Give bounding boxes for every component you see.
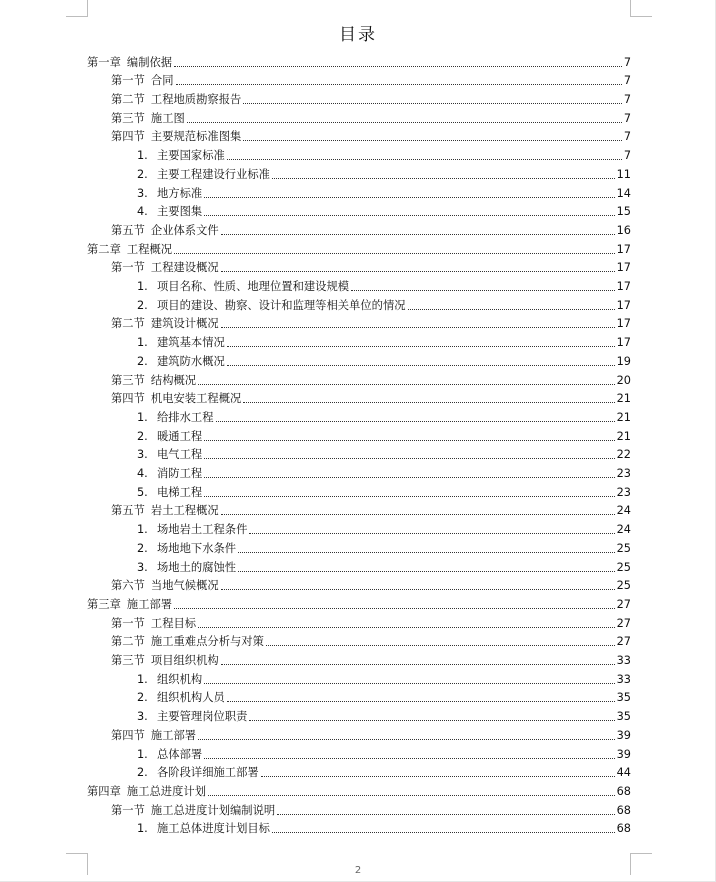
toc-entry-page: 7 — [623, 111, 631, 125]
toc-entry-text: 地方标准 — [157, 186, 203, 200]
toc-entry-number: 第二节 — [111, 635, 145, 649]
toc-entry-label — [137, 822, 270, 836]
toc-entry-label — [137, 448, 202, 462]
toc-entry[interactable] — [111, 369, 631, 388]
toc-entry-number: 第五节 — [111, 223, 145, 237]
toc-entry-page: 14 — [616, 186, 631, 200]
toc-entry-number: 第一节 — [111, 803, 145, 817]
toc-entry-text: 电气工程 — [157, 448, 203, 462]
toc-entry-page: 17 — [616, 298, 631, 312]
toc-dot-leader — [221, 514, 615, 515]
toc-dot-leader — [249, 533, 614, 534]
toc-entry-number: 1. — [137, 280, 148, 294]
toc-entry[interactable] — [111, 500, 631, 519]
toc-entry[interactable] — [137, 163, 631, 182]
toc-entry-page: 44 — [616, 766, 631, 780]
toc-dot-leader — [204, 197, 614, 198]
toc-entry-label — [137, 748, 202, 762]
toc-dot-leader — [204, 683, 614, 684]
toc-entry-label — [137, 205, 202, 219]
toc-entry-label — [111, 93, 241, 107]
toc-entry[interactable] — [137, 668, 631, 687]
toc-entry-label — [111, 392, 241, 406]
toc-entry[interactable] — [111, 649, 631, 668]
toc-entry[interactable] — [87, 780, 631, 799]
toc-entry[interactable] — [111, 799, 631, 818]
toc-entry[interactable] — [111, 257, 631, 276]
toc-entry-text: 主要国家标准 — [157, 149, 225, 163]
toc-entry-label — [111, 261, 219, 275]
toc-entry-page: 23 — [616, 485, 631, 499]
toc-entry-page: 24 — [616, 504, 631, 518]
toc-dot-leader — [204, 496, 614, 497]
toc-entry-page: 7 — [623, 149, 631, 163]
toc-entry[interactable] — [111, 88, 631, 107]
toc-entry-page: 68 — [616, 822, 631, 836]
toc-entry-number: 4. — [137, 205, 148, 219]
toc-entry-page: 24 — [616, 523, 631, 537]
toc-dot-leader — [243, 402, 614, 403]
toc-entry[interactable] — [137, 350, 631, 369]
toc-dot-leader — [227, 365, 615, 366]
toc-entry-page: 7 — [623, 130, 631, 144]
toc-entry-text: 施工部署 — [126, 597, 173, 611]
toc-entry-number: 1. — [137, 747, 148, 761]
toc-entry[interactable] — [111, 575, 631, 594]
toc-entry-number: 3. — [137, 448, 148, 462]
toc-entry-label — [111, 224, 219, 238]
toc-entry-page: 33 — [616, 654, 631, 668]
toc-entry-label — [137, 561, 236, 575]
crop-mark-bottom-left-h — [66, 853, 88, 854]
toc-entry-number: 2. — [137, 691, 148, 705]
toc-entry-number: 第三节 — [111, 373, 145, 387]
toc-entry-page: 7 — [623, 74, 631, 88]
toc-dot-leader — [221, 271, 615, 272]
toc-entry-page: 22 — [616, 448, 631, 462]
toc-entry-number: 1. — [137, 410, 148, 424]
toc-entry-label — [137, 542, 236, 556]
toc-entry-label — [137, 486, 202, 500]
toc-entry[interactable] — [87, 51, 631, 70]
toc-entry[interactable] — [111, 612, 631, 631]
toc-entry-page: 68 — [616, 803, 631, 817]
toc-entry-page: 68 — [616, 784, 631, 798]
toc-entry-page: 17 — [616, 336, 631, 350]
toc-entry[interactable] — [87, 593, 631, 612]
toc-entry[interactable] — [111, 388, 631, 407]
toc-entry-number: 第二章 — [87, 242, 121, 256]
toc-entry-text: 结构概况 — [150, 373, 197, 387]
toc-entry-label — [137, 280, 349, 294]
toc-entry-number: 2. — [137, 167, 148, 181]
toc-entry-page: 25 — [616, 560, 631, 574]
toc-entry[interactable] — [87, 238, 631, 257]
toc-entry-text: 主要规范标准图集 — [150, 130, 242, 144]
toc-entry-text: 施工重难点分析与对策 — [150, 635, 264, 649]
toc-entry-number: 第二节 — [111, 93, 145, 107]
toc-entry-text: 场地地下水条件 — [157, 541, 237, 555]
toc-entry-number: 2. — [137, 429, 148, 443]
toc-entry-label — [111, 617, 196, 631]
toc-entry-page: 11 — [616, 167, 631, 181]
toc-entry-text: 电梯工程 — [157, 485, 203, 499]
toc-entry[interactable] — [111, 219, 631, 238]
toc-entry[interactable] — [137, 706, 631, 725]
toc-entry-label — [137, 766, 259, 780]
toc-entry-number: 第四章 — [87, 784, 121, 798]
toc-entry-text: 消防工程 — [157, 467, 203, 481]
toc-entry-page: 20 — [616, 373, 631, 387]
toc-entry-number: 1. — [137, 149, 148, 163]
toc-entry-page: 39 — [616, 728, 631, 742]
toc-dot-leader — [174, 608, 615, 609]
toc-entry-number: 2. — [137, 541, 148, 555]
toc-entry-page: 17 — [616, 242, 631, 256]
toc-entry-page: 17 — [616, 261, 631, 275]
toc-entry-number: 1. — [137, 336, 148, 350]
toc-entry-label — [111, 374, 196, 388]
toc-entry-number: 3. — [137, 560, 148, 574]
toc-entry-label — [137, 673, 202, 687]
toc-entry[interactable] — [111, 631, 631, 650]
toc-entry-page: 7 — [623, 93, 631, 107]
toc-entry-label — [137, 355, 225, 369]
toc-entry-text: 编制依据 — [126, 55, 173, 69]
toc-entry[interactable] — [111, 313, 631, 332]
toc-dot-leader — [198, 739, 615, 740]
toc-entry-text: 工程目标 — [150, 616, 197, 630]
toc-entry-label — [111, 74, 174, 88]
toc-entry-text: 组织机构人员 — [157, 691, 225, 705]
toc-entry-number: 3. — [137, 186, 148, 200]
toc-entry-label — [87, 598, 172, 612]
toc-dot-leader — [221, 589, 615, 590]
toc-entry[interactable] — [137, 275, 631, 294]
toc-entry-text: 主要管理岗位职责 — [157, 710, 248, 724]
toc-entry-number: 第六节 — [111, 579, 145, 593]
toc-entry-page: 7 — [623, 55, 631, 69]
toc-entry-label — [111, 579, 219, 593]
toc-entry-label — [137, 691, 225, 705]
toc-entry-page: 27 — [616, 597, 631, 611]
toc-entry-label — [137, 523, 247, 537]
toc-entry-number: 第二节 — [111, 317, 145, 331]
toc-entry-number: 1. — [137, 672, 148, 686]
toc-dot-leader — [351, 290, 615, 291]
toc-entry-number: 第四节 — [111, 392, 145, 406]
toc-entry-text: 主要图集 — [157, 205, 203, 219]
toc-entry-label — [111, 635, 264, 649]
page-number: 2 — [354, 865, 362, 876]
toc-dot-leader — [249, 720, 614, 721]
toc-dot-leader — [243, 103, 622, 104]
toc-entry-number: 第四节 — [111, 130, 145, 144]
toc-dot-leader — [204, 758, 614, 759]
toc-entry[interactable] — [137, 537, 631, 556]
toc-dot-leader — [187, 122, 622, 123]
toc-entry-text: 施工总进度计划编制说明 — [150, 803, 276, 817]
toc-entry-text: 合同 — [150, 74, 174, 88]
toc-dot-leader — [408, 309, 615, 310]
toc-entry[interactable] — [137, 818, 631, 837]
toc-entry-page: 23 — [616, 467, 631, 481]
toc-entry-label — [111, 804, 275, 818]
toc-entry[interactable] — [111, 126, 631, 145]
toc-entry-text: 场地土的腐蚀性 — [157, 560, 237, 574]
toc-entry-text: 机电安装工程概况 — [150, 392, 242, 406]
toc-entry-label — [137, 336, 225, 350]
toc-entry-number: 第一章 — [87, 55, 121, 69]
toc-entry-text: 工程地质勘察报告 — [150, 93, 242, 107]
toc-entry-text: 主要工程建设行业标准 — [157, 167, 270, 181]
toc-entry[interactable] — [137, 519, 631, 538]
crop-mark-top-left-v — [87, 0, 88, 16]
toc-entry[interactable] — [137, 406, 631, 425]
toc-entry-text: 项目组织机构 — [150, 654, 219, 668]
toc-entry[interactable] — [137, 481, 631, 500]
toc-entry-text: 项目的建设、勘察、设计和监理等相关单位的情况 — [157, 298, 406, 312]
toc-entry-text: 企业体系文件 — [150, 223, 219, 237]
toc-entry-label — [111, 130, 241, 144]
toc-entry[interactable] — [137, 182, 631, 201]
toc-entry-label — [137, 187, 202, 201]
toc-entry-number: 第三节 — [111, 654, 145, 668]
toc-entry[interactable] — [111, 70, 631, 89]
toc-entry-page: 16 — [616, 223, 631, 237]
toc-dot-leader — [243, 140, 622, 141]
toc-entry-text: 暖通工程 — [157, 429, 203, 443]
toc-entry-text: 施工总进度计划 — [126, 784, 206, 798]
toc-dot-leader — [227, 346, 615, 347]
toc-dot-leader — [277, 814, 614, 815]
toc-dot-leader — [238, 571, 615, 572]
toc-entry-text: 总体部署 — [157, 747, 203, 761]
toc-entry[interactable] — [137, 743, 631, 762]
toc-entry-page: 21 — [616, 429, 631, 443]
toc-entry-label — [137, 168, 270, 182]
toc-entry-number: 第一节 — [111, 74, 145, 88]
toc-entry-text: 给排水工程 — [157, 410, 214, 424]
toc-entry-text: 工程概况 — [126, 242, 173, 256]
toc-entry[interactable] — [137, 425, 631, 444]
toc-entry[interactable] — [137, 444, 631, 463]
toc-entry-text: 建筑防水概况 — [157, 354, 225, 368]
toc-entry[interactable] — [137, 556, 631, 575]
toc-entry-number: 2. — [137, 354, 148, 368]
toc-entry-label — [111, 504, 219, 518]
toc-entry-label — [137, 411, 214, 425]
toc-dot-leader — [272, 178, 615, 179]
toc-entry-text: 项目名称、性质、地理位置和建设规模 — [157, 280, 350, 294]
toc-entry-page: 19 — [616, 354, 631, 368]
toc-entry-number: 3. — [137, 710, 148, 724]
toc-entry-label — [111, 654, 219, 668]
crop-mark-top-right-v — [630, 0, 631, 16]
toc-entry[interactable] — [111, 107, 631, 126]
toc-dot-leader — [266, 645, 615, 646]
toc-dot-leader — [216, 421, 615, 422]
toc-entry-text: 建筑基本情况 — [157, 336, 225, 350]
crop-mark-bottom-right-h — [630, 853, 652, 854]
toc-entry-label — [111, 729, 196, 743]
toc-entry[interactable] — [137, 145, 631, 164]
toc-entry-text: 施工图 — [150, 111, 185, 125]
toc-entry-text: 场地岩土工程条件 — [157, 523, 248, 537]
toc-entry-page: 21 — [616, 410, 631, 424]
toc-entry-label — [87, 785, 206, 799]
crop-mark-top-right-h — [630, 16, 652, 17]
toc-dot-leader — [176, 84, 622, 85]
toc-title: 目录 — [339, 25, 377, 45]
toc-entry-label — [137, 710, 247, 724]
toc-entry-number: 1. — [137, 822, 148, 836]
toc-dot-leader — [261, 776, 615, 777]
toc-entry-label — [137, 149, 225, 163]
toc-entry-number: 5. — [137, 485, 148, 499]
toc-entry-number: 第一节 — [111, 616, 145, 630]
toc-dot-leader — [204, 215, 614, 216]
toc-dot-leader — [227, 159, 622, 160]
toc-entry-number: 2. — [137, 298, 148, 312]
toc-entry-page: 35 — [616, 710, 631, 724]
toc-entry-label — [111, 317, 219, 331]
toc-dot-leader — [198, 384, 615, 385]
toc-entry-label — [137, 467, 202, 481]
toc-entry[interactable] — [137, 687, 631, 706]
toc-entry-text: 施工总体进度计划目标 — [157, 822, 270, 836]
toc-entry-text: 岩土工程概况 — [150, 504, 219, 518]
toc-entry-page: 25 — [616, 579, 631, 593]
toc-entry-text: 施工部署 — [150, 728, 197, 742]
toc-entry[interactable] — [137, 201, 631, 220]
toc-entry-page: 33 — [616, 672, 631, 686]
toc-entry-label — [111, 112, 185, 126]
toc-entry-label — [137, 299, 406, 313]
toc-entry-label — [87, 56, 172, 70]
toc-entry-number: 第四节 — [111, 728, 145, 742]
toc-entry-page: 35 — [616, 691, 631, 705]
toc-entry[interactable] — [137, 462, 631, 481]
toc-entry-number: 第三节 — [111, 111, 145, 125]
toc-dot-leader — [204, 458, 614, 459]
toc-dot-leader — [198, 627, 615, 628]
toc-dot-leader — [221, 327, 615, 328]
toc-entry-text: 组织机构 — [157, 672, 203, 686]
toc-entry-number: 2. — [137, 766, 148, 780]
toc-dot-leader — [227, 701, 615, 702]
toc-entry-label — [137, 430, 202, 444]
crop-mark-top-left-h — [66, 16, 88, 17]
toc-dot-leader — [221, 234, 615, 235]
toc-entry-text: 工程建设概况 — [150, 261, 219, 275]
toc-dot-leader — [272, 832, 615, 833]
toc-entry-number: 第三章 — [87, 597, 121, 611]
toc-entry-text: 当地气候概况 — [150, 579, 219, 593]
toc-dot-leader — [174, 253, 615, 254]
toc-entry-page: 27 — [616, 616, 631, 630]
toc-entry-page: 17 — [616, 317, 631, 331]
toc-entry-text: 各阶段详细施工部署 — [157, 766, 259, 780]
toc-dot-leader — [238, 552, 615, 553]
toc-entry-page: 39 — [616, 747, 631, 761]
toc-entry-number: 4. — [137, 467, 148, 481]
toc-entry-page: 15 — [616, 205, 631, 219]
toc-dot-leader — [204, 440, 614, 441]
toc-dot-leader — [174, 66, 622, 67]
toc-dot-leader — [208, 795, 615, 796]
toc-entry-number: 第一节 — [111, 261, 145, 275]
toc-dot-leader — [221, 664, 615, 665]
toc-entry-page: 27 — [616, 635, 631, 649]
toc-dot-leader — [204, 477, 614, 478]
toc-entry-text: 建筑设计概况 — [150, 317, 219, 331]
toc-entry-page: 21 — [616, 392, 631, 406]
toc-entry[interactable] — [137, 332, 631, 351]
toc-entry-page: 17 — [616, 280, 631, 294]
toc-entry[interactable] — [137, 294, 631, 313]
toc-entry-page: 25 — [616, 541, 631, 555]
toc-entry[interactable] — [137, 762, 631, 781]
toc-entry-number: 第五节 — [111, 504, 145, 518]
toc-entry[interactable] — [111, 724, 631, 743]
toc-entry-number: 1. — [137, 523, 148, 537]
toc-entry-label — [87, 243, 172, 257]
